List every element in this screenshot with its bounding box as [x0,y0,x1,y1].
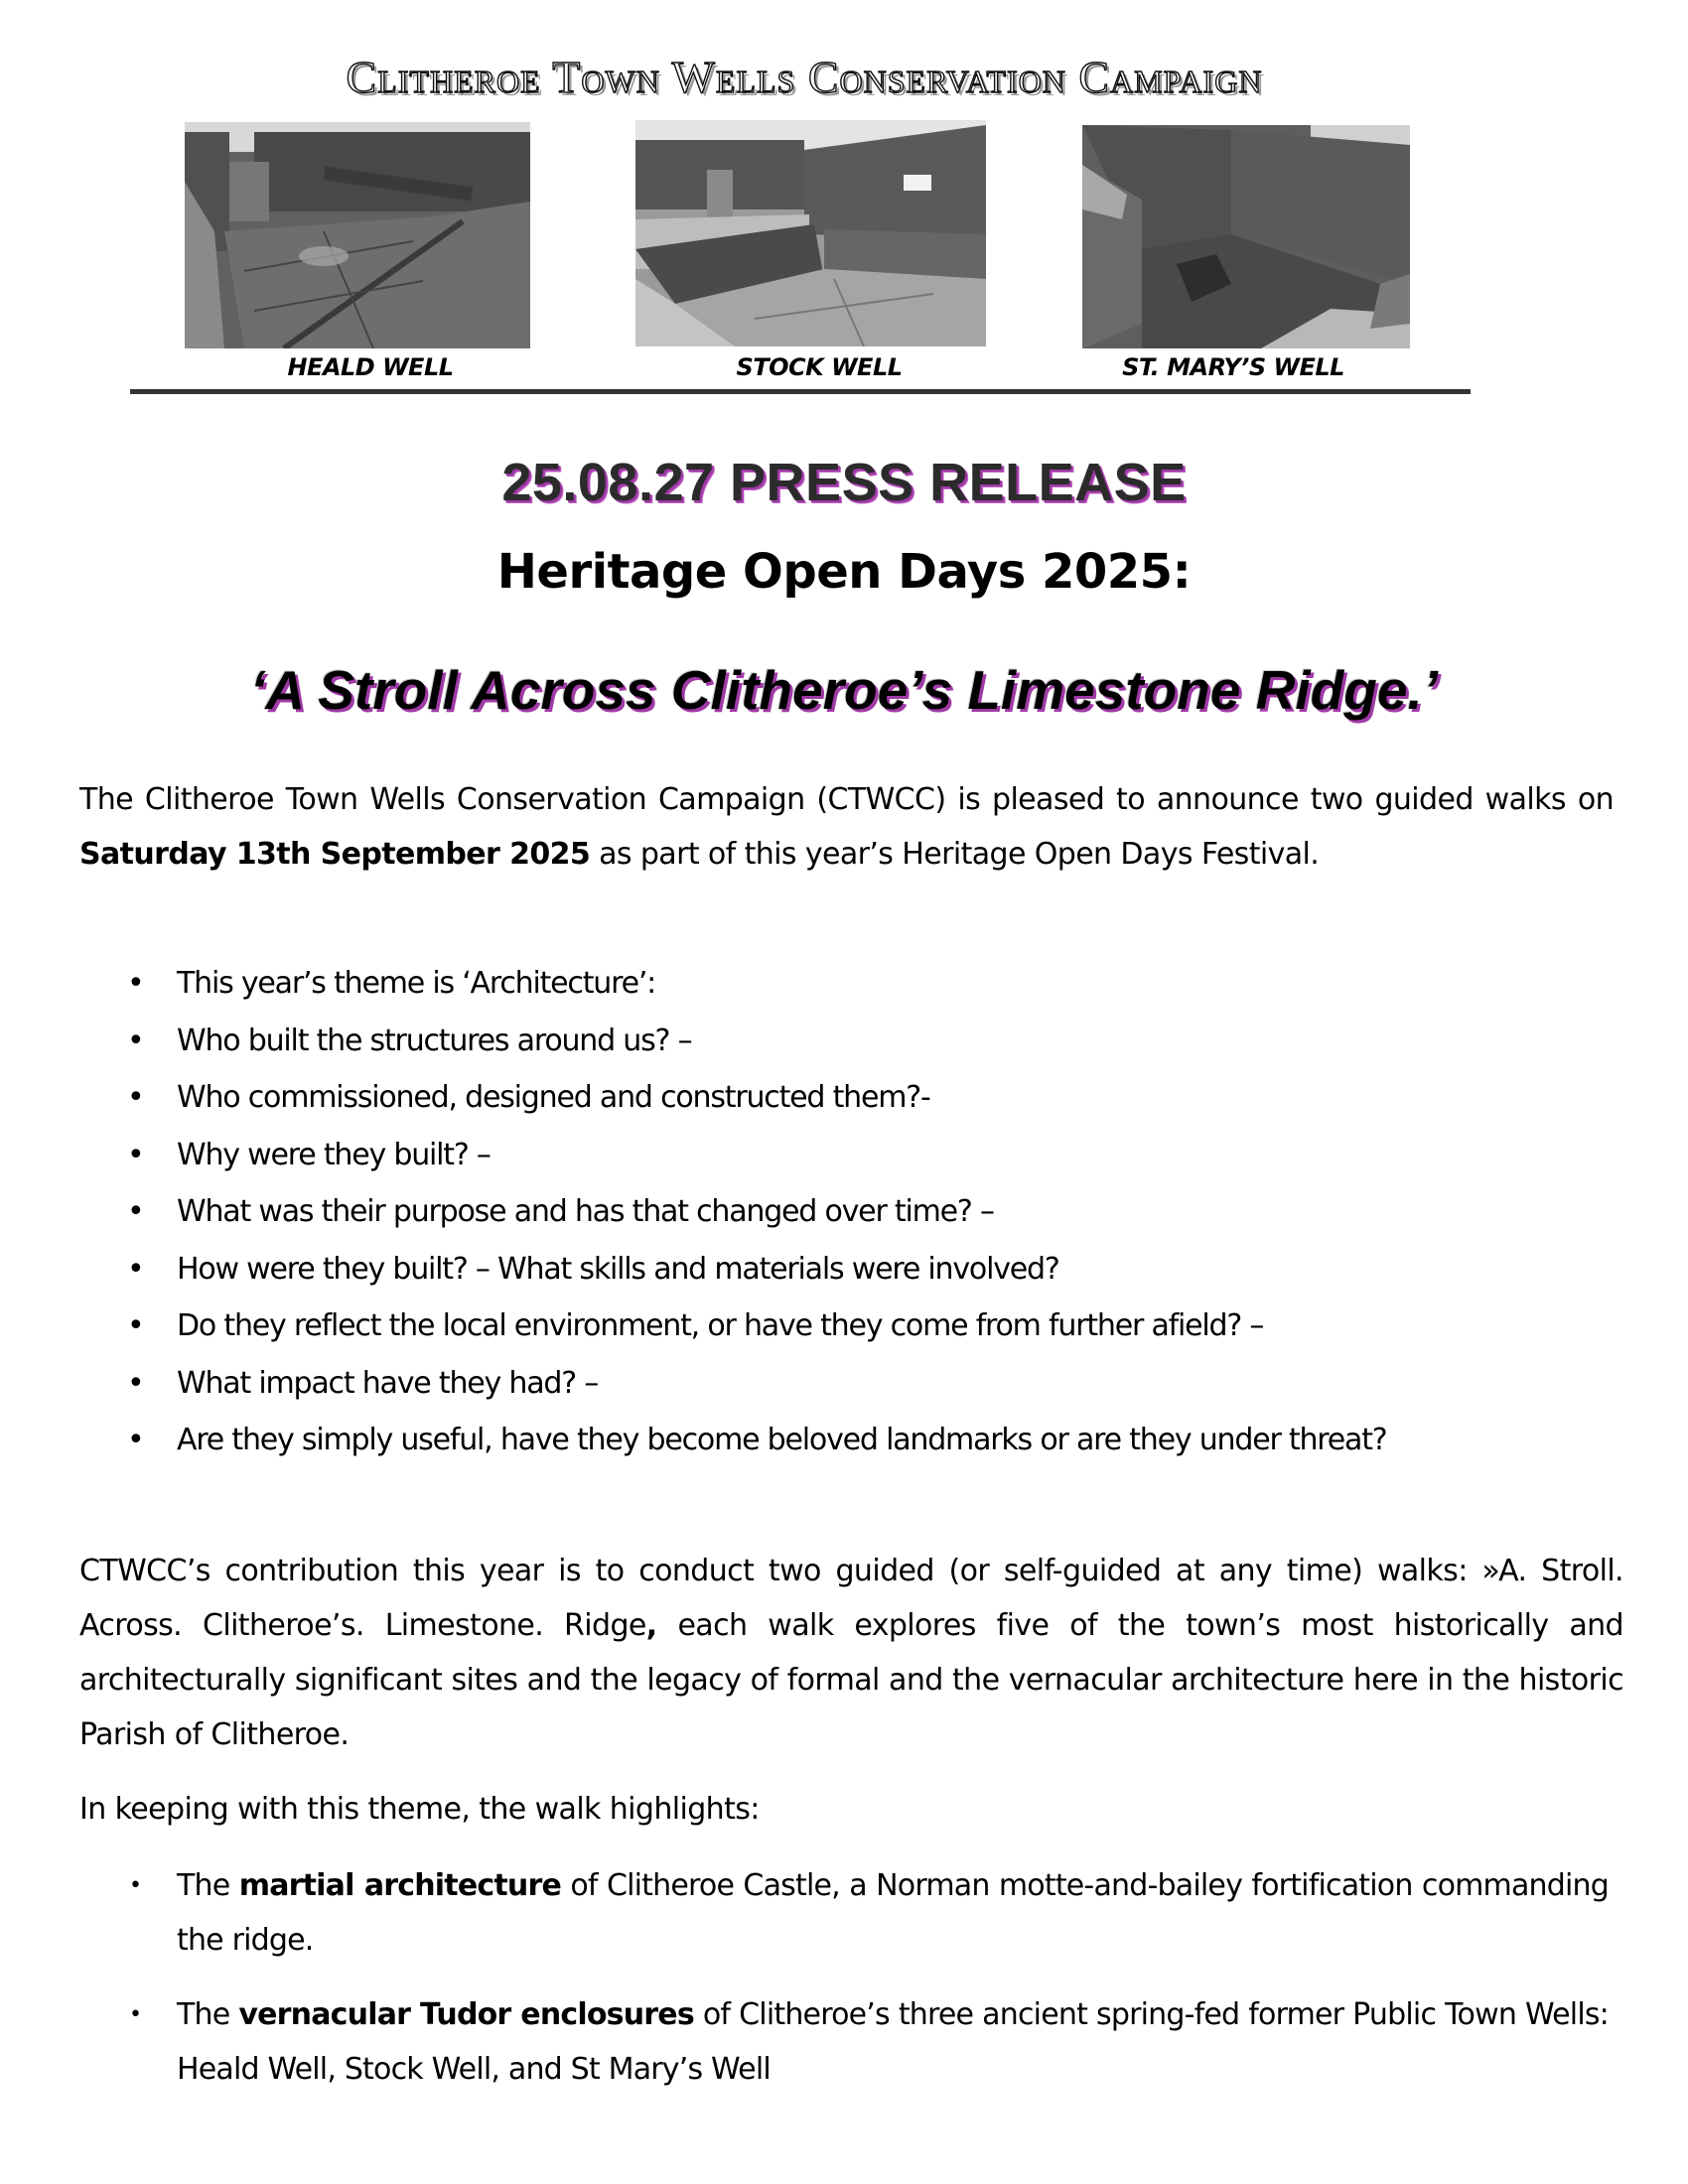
bullet-icon: • [127,1194,144,1229]
st-marys-well-image-icon [1082,125,1410,348]
stock-well-photo [635,120,986,346]
heald-well-image-icon [185,122,530,348]
list-item: • What was their purpose and has that changed over time? – [79,1183,1628,1241]
list-item: • The martial architecture of Clitheroe Castle, a Norman motte-and-bailey fortification commanding the ridge. [79,1858,1609,1968]
campaign-title: Clitheroe Town Wells Conservation Campaign [346,52,1263,102]
st-marys-well-photo [1082,125,1410,348]
list-item: • Do they reflect the local environment, or have they come from further afield? – [79,1297,1628,1355]
list-item: • The vernacular Tudor enclosures of Clitheroe’s three ancient spring-fed former Public Town Wells: Heald Well, Stock Well, and St Mary’s Well [79,1987,1609,2097]
bullet-icon: • [127,966,144,1001]
heald-well-caption: HEALD WELL [287,353,454,381]
bullet-icon: • [127,1308,144,1343]
bullet-icon: • [127,1023,144,1058]
theme-questions-list [79,955,1628,1469]
list-item: • How were they built? – What skills and materials were involved? [79,1241,1628,1298]
stock-well-caption: STOCK WELL [736,353,903,381]
list-item: • What impact have they had? – [79,1355,1628,1413]
list-item: • Who built the structures around us? – [79,1013,1628,1070]
subheadline: ‘A Stroll Across Clitheroe’s Limestone Ridge.’ [249,659,1438,721]
bullet-icon: • [127,1080,144,1115]
highlights-list [79,1858,1609,2097]
bullet-icon: • [127,1251,144,1287]
intro-text-before: The Clitheroe Town Wells Conservation Campaign (CTWCC) is pleased to announce two guided walks on [79,782,1614,817]
contribution-paragraph: CTWCC’s contribution this year is to conduct two guided (or self-guided at any time) walks: »A. Stroll. Across. Clitheroe’s. Limestone. Ridge, each walk explores five of the town’s most historically and architecturally significant sites and the legacy of formal and the vernacular architecture here in the historic Parish of Clitheroe. [79,1554,1624,1752]
heald-well-photo [185,122,530,348]
bullet-icon: • [129,2002,142,2027]
st-marys-well-caption: ST. MARY’S WELL [1122,353,1344,381]
highlights-intro: In keeping with this theme, the walk highlights: [79,1792,760,1827]
headline: Heritage Open Days 2025: [496,544,1192,600]
bullet-icon: • [127,1365,144,1401]
list-item: • Why were they built? – [79,1127,1628,1184]
bullet-icon: • [127,1423,144,1457]
well-photos [129,117,1470,395]
intro-text-after: as part of this year’s Heritage Open Days Festival. [590,837,1320,872]
list-item: • This year’s theme is ‘Architecture’: [79,955,1628,1013]
event-date: Saturday 13th September 2025 [79,837,591,872]
bullet-icon: • [127,1137,144,1172]
list-item: • Are they simply useful, have they become beloved landmarks or are they under threat? [79,1412,1628,1469]
stock-well-image-icon [635,120,986,346]
header-divider [130,389,1471,394]
bullet-icon: • [129,1873,142,1898]
intro-paragraph [79,772,1614,882]
list-item: • Who commissioned, designed and constructed them?- [79,1069,1628,1127]
press-release-label: 25.08.27 PRESS RELEASE [501,453,1187,512]
